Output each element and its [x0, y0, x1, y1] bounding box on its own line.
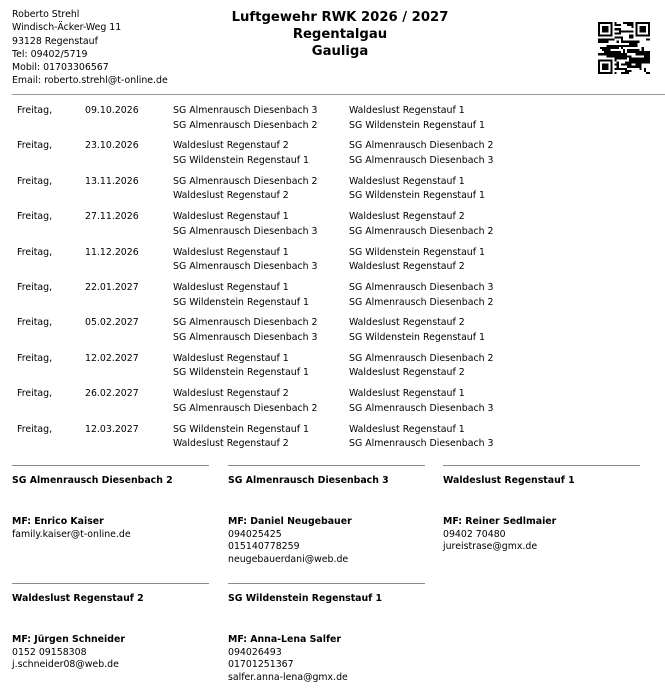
home-team: SG Wildenstein Regenstauf 1 — [173, 296, 309, 308]
away-team: Waldeslust Regenstauf 1 — [349, 175, 465, 187]
match-away-teams — [349, 210, 493, 239]
header-divider — [12, 94, 665, 95]
team-contact-line: 015140778259 — [228, 541, 300, 553]
home-team: Waldeslust Regenstauf 1 — [173, 246, 289, 258]
qr-code-icon — [598, 22, 650, 74]
away-team: Waldeslust Regenstauf 1 — [349, 105, 465, 116]
match-away-teams — [349, 104, 485, 133]
title-line-1: Luftgewehr RWK 2026 / 2027 — [231, 10, 449, 25]
match-away-teams — [349, 139, 493, 168]
match-day: Freitag, — [17, 175, 53, 187]
team-name: SG Almenrausch Diesenbach 2 — [12, 475, 173, 486]
home-team: SG Wildenstein Regenstauf 1 — [173, 154, 309, 166]
match-away-teams — [349, 423, 493, 452]
match-date: 11.12.2026 — [85, 246, 139, 258]
match-away-teams — [349, 352, 493, 381]
home-team: SG Almenrausch Diesenbach 2 — [173, 402, 318, 414]
away-team: Waldeslust Regenstauf 1 — [349, 388, 465, 400]
away-team: SG Wildenstein Regenstauf 1 — [349, 331, 485, 343]
match-date: 27.11.2026 — [85, 211, 139, 223]
team-name: SG Wildenstein Regenstauf 1 — [228, 593, 383, 604]
match-row — [0, 316, 665, 349]
team-divider — [443, 465, 640, 466]
team-contact-line: 094026493 — [228, 646, 282, 658]
match-home-teams — [173, 104, 317, 133]
home-team: SG Almenrausch Diesenbach 3 — [173, 331, 318, 343]
match-row — [0, 281, 665, 314]
match-date: 13.11.2026 — [85, 175, 139, 187]
sender-address — [12, 8, 168, 88]
home-team: Waldeslust Regenstauf 2 — [173, 388, 289, 400]
sender-city: 93128 Regenstauf — [12, 35, 98, 47]
sender-name: Roberto Strehl — [12, 9, 80, 20]
away-team: Waldeslust Regenstauf 2 — [349, 211, 465, 223]
team-contact-line: 0152 09158308 — [12, 646, 87, 658]
home-team: Waldeslust Regenstauf 2 — [173, 190, 289, 202]
team-manager-name: MF: Enrico Kaiser — [12, 516, 104, 527]
team-manager-contact — [228, 634, 348, 684]
away-team: Waldeslust Regenstauf 2 — [349, 317, 465, 329]
home-team: SG Almenrausch Diesenbach 2 — [173, 175, 318, 187]
home-team: SG Almenrausch Diesenbach 3 — [173, 225, 318, 237]
match-row — [0, 387, 665, 420]
match-row — [0, 352, 665, 385]
match-home-teams — [173, 316, 317, 345]
match-row — [0, 175, 665, 208]
away-team: Waldeslust Regenstauf 2 — [349, 261, 465, 273]
match-home-teams — [173, 175, 317, 204]
home-team: SG Almenrausch Diesenbach 3 — [173, 105, 318, 116]
team-contact-line: j.schneider08@web.de — [12, 659, 119, 671]
match-home-teams — [173, 387, 317, 416]
page-title — [205, 9, 475, 60]
home-team: Waldeslust Regenstauf 1 — [173, 282, 289, 293]
match-day: Freitag, — [17, 352, 53, 364]
team-manager-contact — [12, 516, 131, 541]
team-manager-contact — [228, 516, 352, 566]
match-row — [0, 104, 665, 137]
away-team: SG Almenrausch Diesenbach 2 — [349, 225, 494, 237]
team-manager-contact — [12, 634, 125, 672]
match-day: Freitag, — [17, 140, 53, 152]
match-away-teams — [349, 175, 485, 204]
away-team: SG Almenrausch Diesenbach 3 — [349, 438, 494, 450]
team-divider — [12, 583, 209, 584]
team-contact-line: salfer.anna-lena@gmx.de — [228, 671, 348, 683]
match-date: 26.02.2027 — [85, 388, 139, 400]
match-home-teams — [173, 139, 309, 168]
match-date: 22.01.2027 — [85, 282, 139, 293]
match-home-teams — [173, 210, 317, 239]
team-contact-line: jureistrase@gmx.de — [443, 541, 538, 553]
match-date: 12.02.2027 — [85, 352, 139, 364]
team-contact-line: 09402 70480 — [443, 528, 506, 540]
match-home-teams — [173, 423, 309, 452]
match-away-teams — [349, 281, 493, 310]
match-day: Freitag, — [17, 317, 53, 329]
team-name: Waldeslust Regenstauf 1 — [443, 475, 575, 486]
match-day: Freitag, — [17, 211, 53, 223]
sender-street: Windisch-Äcker-Weg 11 — [12, 22, 122, 34]
match-day: Freitag, — [17, 388, 53, 400]
document-header — [0, 0, 665, 96]
home-team: Waldeslust Regenstauf 1 — [173, 211, 289, 223]
match-date: 12.03.2027 — [85, 423, 139, 435]
away-team: SG Almenrausch Diesenbach 2 — [349, 352, 494, 364]
sender-email: Email: roberto.strehl@t-online.de — [12, 75, 168, 87]
team-divider — [228, 583, 425, 584]
title-line-3: Gauliga — [311, 44, 369, 59]
title-line-2: Regentalgau — [292, 27, 388, 42]
team-manager-name: MF: Jürgen Schneider — [12, 634, 125, 645]
match-home-teams — [173, 352, 309, 381]
match-day: Freitag, — [17, 282, 53, 293]
home-team: SG Wildenstein Regenstauf 1 — [173, 367, 309, 379]
away-team: SG Almenrausch Diesenbach 3 — [349, 154, 494, 166]
team-name: Waldeslust Regenstauf 2 — [12, 593, 144, 604]
home-team: SG Almenrausch Diesenbach 2 — [173, 119, 318, 131]
match-row — [0, 139, 665, 172]
away-team: Waldeslust Regenstauf 2 — [349, 367, 465, 379]
home-team: Waldeslust Regenstauf 1 — [173, 352, 289, 364]
team-contact-line: neugebauerdani@web.de — [228, 553, 349, 565]
team-divider — [228, 465, 425, 466]
match-date: 09.10.2026 — [85, 105, 139, 116]
match-date: 23.10.2026 — [85, 140, 139, 152]
match-day: Freitag, — [17, 246, 53, 258]
away-team: SG Almenrausch Diesenbach 2 — [349, 140, 494, 152]
away-team: SG Wildenstein Regenstauf 1 — [349, 119, 485, 131]
team-name: SG Almenrausch Diesenbach 3 — [228, 475, 389, 486]
team-manager-name: MF: Reiner Sedlmaier — [443, 516, 557, 527]
team-contact-line: 094025425 — [228, 528, 282, 540]
home-team: Waldeslust Regenstauf 2 — [173, 140, 289, 152]
home-team: SG Wildenstein Regenstauf 1 — [173, 423, 309, 435]
away-team: SG Almenrausch Diesenbach 3 — [349, 402, 494, 414]
match-away-teams — [349, 387, 493, 416]
home-team: SG Almenrausch Diesenbach 3 — [173, 261, 318, 273]
away-team: SG Wildenstein Regenstauf 1 — [349, 190, 485, 202]
team-manager-name: MF: Anna-Lena Salfer — [228, 634, 342, 645]
away-team: SG Almenrausch Diesenbach 2 — [349, 296, 494, 308]
match-away-teams — [349, 316, 485, 345]
team-divider — [12, 465, 209, 466]
team-contact-line: family.kaiser@t-online.de — [12, 528, 131, 540]
away-team: Waldeslust Regenstauf 1 — [349, 423, 465, 435]
match-row — [0, 210, 665, 243]
away-team: SG Almenrausch Diesenbach 3 — [349, 282, 494, 293]
match-day: Freitag, — [17, 105, 53, 116]
match-day: Freitag, — [17, 423, 53, 435]
match-row — [0, 246, 665, 279]
match-home-teams — [173, 281, 309, 310]
sender-mobile: Mobil: 01703306567 — [12, 62, 109, 74]
match-away-teams — [349, 246, 485, 275]
home-team: SG Almenrausch Diesenbach 2 — [173, 317, 318, 329]
away-team: SG Wildenstein Regenstauf 1 — [349, 246, 485, 258]
sender-tel: Tel: 09402/5719 — [12, 48, 88, 60]
match-home-teams — [173, 246, 317, 275]
team-manager-contact — [443, 516, 556, 554]
home-team: Waldeslust Regenstauf 2 — [173, 438, 289, 450]
match-date: 05.02.2027 — [85, 317, 139, 329]
match-row — [0, 423, 665, 456]
team-manager-name: MF: Daniel Neugebauer — [228, 516, 352, 527]
team-contact-line: 01701251367 — [228, 659, 294, 671]
